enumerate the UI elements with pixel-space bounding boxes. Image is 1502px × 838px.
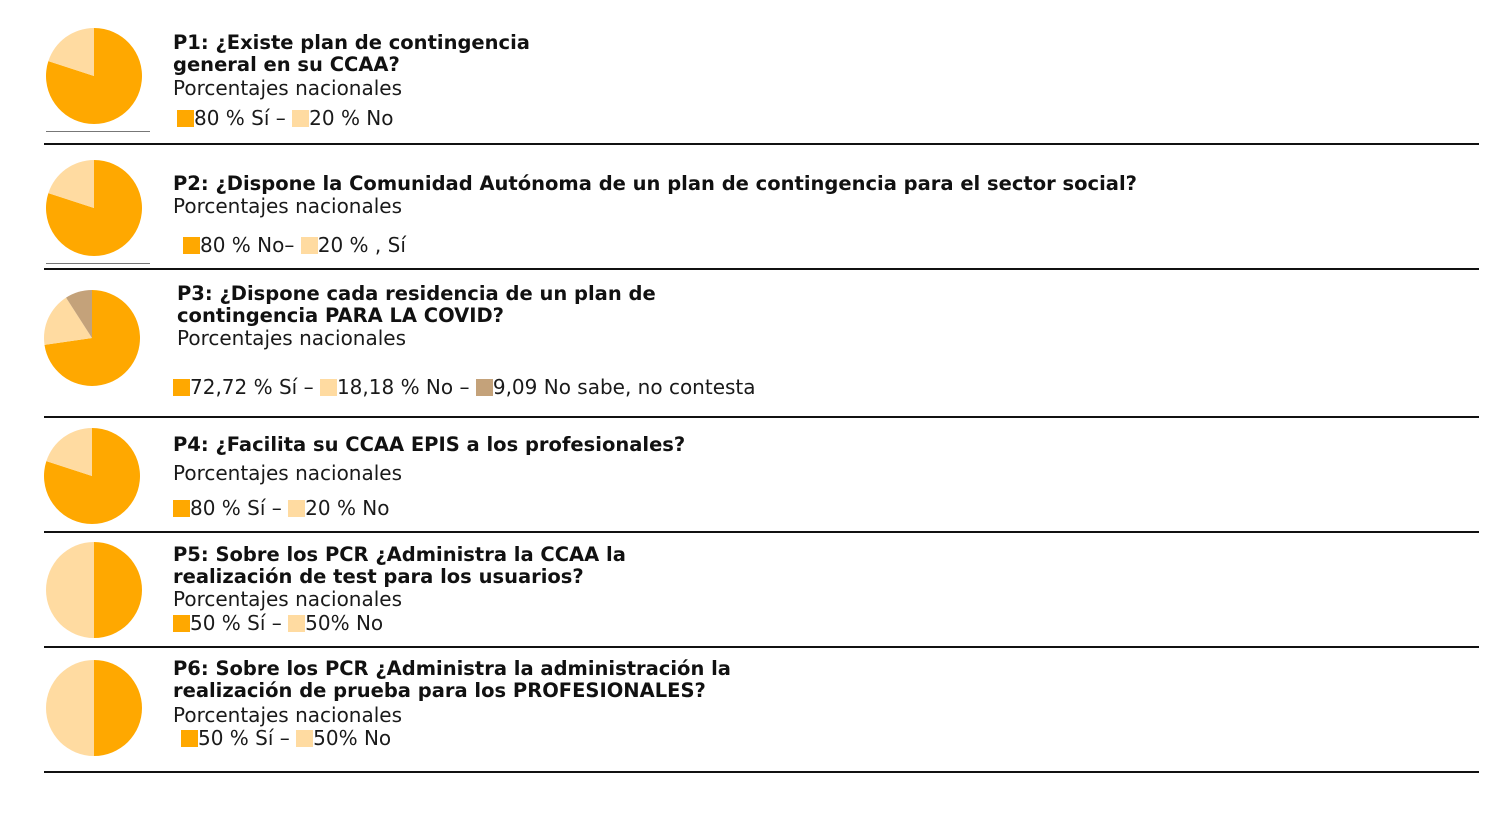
legend-swatch-si (173, 615, 190, 632)
pie-slice-no (46, 542, 94, 638)
pie-chart-p1 (46, 28, 142, 124)
subtitle-p5: Porcentajes nacionales (173, 587, 403, 611)
legend-swatch-si (173, 500, 190, 517)
legend-swatch-si (183, 237, 200, 254)
question-title-p1 (173, 32, 530, 76)
pie-slice-sí (94, 660, 142, 756)
legend-p1 (177, 107, 394, 129)
title-line: P2: ¿Dispone la Comunidad Autónoma de un plan de contingencia para el sector social? (173, 172, 1137, 195)
subtitle-p3: Porcentajes nacionales (177, 326, 407, 350)
title-line: realización de test para los usuarios? (173, 565, 584, 588)
legend-label: 80 % Sí – (194, 106, 286, 130)
question-title-p4 (173, 434, 685, 456)
divider (44, 268, 1479, 270)
legend-p6 (181, 727, 391, 749)
legend-swatch-nsnc (476, 379, 493, 396)
pie-slice-no (46, 660, 94, 756)
divider (44, 771, 1479, 773)
legend-swatch-no (320, 379, 337, 396)
question-title-p2 (173, 173, 1137, 195)
legend-swatch-no (288, 615, 305, 632)
legend-label: 80 % No– (200, 233, 295, 257)
legend-label: 9,09 No sabe, no contesta (492, 375, 756, 399)
pie-chart-p6 (46, 660, 142, 756)
question-title-p3 (177, 283, 656, 327)
divider (44, 416, 1479, 418)
legend-label: 20 % No (305, 496, 390, 520)
divider (44, 143, 1479, 145)
legend-label: 20 % No (309, 106, 394, 130)
pie-chart-p5 (46, 542, 142, 638)
legend-label: 50 % Sí – (190, 611, 282, 635)
title-line: contingencia PARA LA COVID? (177, 304, 504, 327)
pie-underline (46, 131, 150, 132)
subtitle-p1: Porcentajes nacionales (173, 76, 403, 100)
pie-chart-p3 (44, 290, 140, 386)
legend-swatch-si (181, 730, 198, 747)
legend-p3 (173, 376, 756, 398)
legend-label: 18,18 % No – (336, 375, 470, 399)
divider (44, 646, 1479, 648)
title-line: P5: Sobre los PCR ¿Administra la CCAA la (173, 543, 626, 566)
title-line: P6: Sobre los PCR ¿Administra la administración la (173, 657, 731, 680)
legend-swatch-no (288, 500, 305, 517)
title-line: P4: ¿Facilita su CCAA EPIS a los profesionales? (173, 433, 686, 456)
legend-label: 80 % Sí – (190, 496, 282, 520)
legend-p2 (183, 234, 406, 256)
pie-chart-p4 (44, 428, 140, 524)
legend-label: 50% No (313, 726, 392, 750)
question-title-p5 (173, 544, 626, 588)
legend-label: 72,72 % Sí – (190, 375, 314, 399)
legend-swatch-no (301, 237, 318, 254)
legend-p5 (173, 612, 383, 634)
subtitle-p4: Porcentajes nacionales (173, 461, 403, 485)
legend-p4 (173, 497, 390, 519)
legend-label: 50% No (305, 611, 384, 635)
title-line: P3: ¿Dispone cada residencia de un plan de (177, 282, 656, 305)
pie-underline (46, 263, 150, 264)
legend-swatch-si (173, 379, 190, 396)
legend-swatch-si (177, 110, 194, 127)
title-line: general en su CCAA? (173, 53, 400, 76)
question-title-p6 (173, 658, 731, 702)
subtitle-p6: Porcentajes nacionales (173, 703, 403, 727)
legend-label: 50 % Sí – (198, 726, 290, 750)
title-line: realización de prueba para los PROFESIONALES? (173, 679, 706, 702)
pie-chart-p2 (46, 160, 142, 256)
legend-swatch-no (296, 730, 313, 747)
pie-slice-sí (94, 542, 142, 638)
title-line: P1: ¿Existe plan de contingencia (173, 31, 530, 54)
legend-swatch-no (292, 110, 309, 127)
legend-label: 20 % , Sí (317, 233, 406, 257)
divider (44, 531, 1479, 533)
subtitle-p2: Porcentajes nacionales (173, 194, 403, 218)
